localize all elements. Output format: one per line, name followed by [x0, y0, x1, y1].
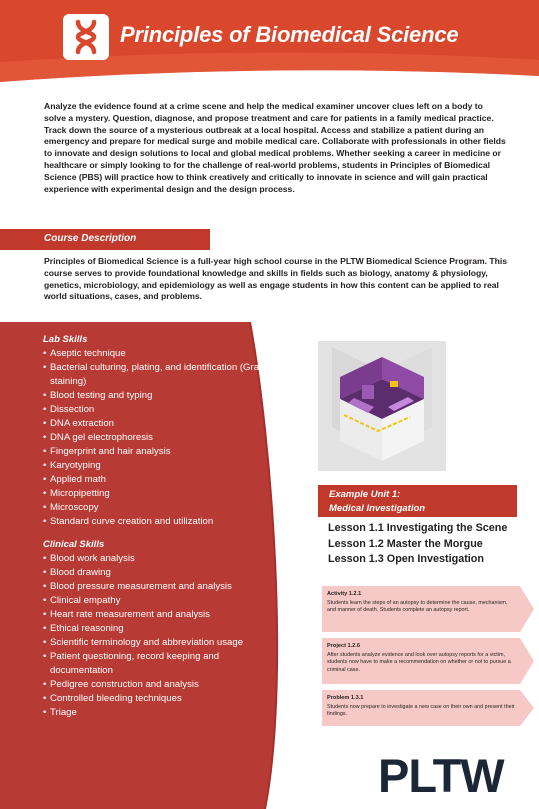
- activity-code: Problem 1.3.1: [327, 695, 364, 701]
- intro-paragraph: Analyze the evidence found at a crime scene and help the medical examiner uncover clues left on a body to solve a mystery. Question, diagnose, and propose treatment and care for patients in a family medical practice. Track down the source of a mysterious outbreak at a local hospital. Access and stabilize a patient during an emergency and prepare for medical surge and mobile medical care. Collaborate with professionals in other fields to innovate and design solutions to local and global medical problems. Whether seeking a career in medicine or healthcare or simply looking to for the challenge of real-world problems, students in Principles of Biomedical Science (PBS) will practice how to think creatively and critically to innovate in science and will gain practical experience with experimental design and the design process.: [44, 101, 506, 194]
- list-item: • Heart rate measurement and analysis: [43, 608, 283, 622]
- page-title: Principles of Biomedical Science: [120, 22, 459, 47]
- course-description-text: Principles of Biomedical Science is a full-year high school course in the PLTW Biomedical Science Program. This course serves to provide foundational knowledge and skills in fields such as biology, anatomy & physiology, genetics, microbiology, and epidemiology as well as engage students in how this content can be applied to real world situations, cases, and problems.: [44, 256, 508, 302]
- lab-skills-heading: Lab Skills: [43, 334, 88, 345]
- lesson-list: [328, 521, 507, 568]
- activity-card: [322, 690, 520, 726]
- list-item: • Bacterial culturing, plating, and identification (Gram staining): [43, 361, 283, 389]
- activity-description: Students learn the steps of an autopsy to determine the cause, mechanism, and manner of death. Students complete an autopsy report.: [327, 600, 508, 614]
- list-item: • Ethical reasoning: [43, 622, 283, 636]
- list-item: • Aseptic technique: [43, 347, 283, 361]
- clinical-skills-heading: Clinical Skills: [43, 539, 105, 550]
- list-item: • Blood drawing: [43, 566, 283, 580]
- list-item: • Micropipetting: [43, 487, 283, 501]
- course-description-heading: Course Description: [44, 233, 137, 244]
- list-item: • Blood pressure measurement and analysis: [43, 580, 283, 594]
- list-item: • Controlled bleeding techniques: [43, 692, 283, 706]
- pltw-logo: PLTW: [378, 749, 504, 802]
- activity-card: [322, 638, 520, 684]
- list-item: • Patient questioning, record keeping and documentation: [43, 650, 283, 678]
- activity-description: After students analyze evidence and look over autopsy reports for a victim, students now have to make a recommendation on whether or not to pursue a criminal case.: [327, 652, 511, 673]
- list-item: • Dissection: [43, 403, 283, 417]
- list-item: Lesson 1.1 Investigating the Scene: [328, 522, 508, 534]
- list-item: • Applied math: [43, 473, 283, 487]
- list-item: • Blood testing and typing: [43, 389, 283, 403]
- list-item: • Pedigree construction and analysis: [43, 678, 283, 692]
- list-item: • Fingerprint and hair analysis: [43, 445, 283, 459]
- list-item: • Karyotyping: [43, 459, 283, 473]
- skills-panel: [43, 334, 283, 730]
- list-item: • Triage: [43, 706, 283, 720]
- clinical-skills-list: [43, 552, 283, 720]
- example-unit-title: Medical Investigation: [329, 503, 426, 514]
- activity-code: Activity 1.2.1: [327, 591, 362, 597]
- list-item: • Blood work analysis: [43, 552, 283, 566]
- activity-card: [322, 586, 520, 632]
- list-item: • Standard curve creation and utilization: [43, 515, 283, 529]
- list-item: • Clinical empathy: [43, 594, 283, 608]
- example-unit-label: Example Unit 1:: [329, 489, 401, 500]
- list-item: • DNA extraction: [43, 417, 283, 431]
- dna-helix-icon: [63, 14, 109, 60]
- activity-description: Students now prepare to investigate a new case on their own and present their findings.: [327, 704, 515, 718]
- crime-scene-room-illustration: [318, 341, 446, 471]
- list-item: • Microscopy: [43, 501, 283, 515]
- course-description-tab: [0, 229, 210, 250]
- list-item: Lesson 1.2 Master the Morgue: [328, 537, 483, 550]
- list-item: Lesson 1.3 Open Investigation: [328, 553, 484, 565]
- example-unit-banner: [318, 485, 517, 517]
- list-item: • DNA gel electrophoresis: [43, 431, 283, 445]
- activity-code: Project 1.2.6: [327, 643, 360, 649]
- lab-skills-list: [43, 347, 283, 529]
- page-header: [0, 0, 539, 90]
- list-item: • Scientific terminology and abbreviation usage: [43, 636, 283, 650]
